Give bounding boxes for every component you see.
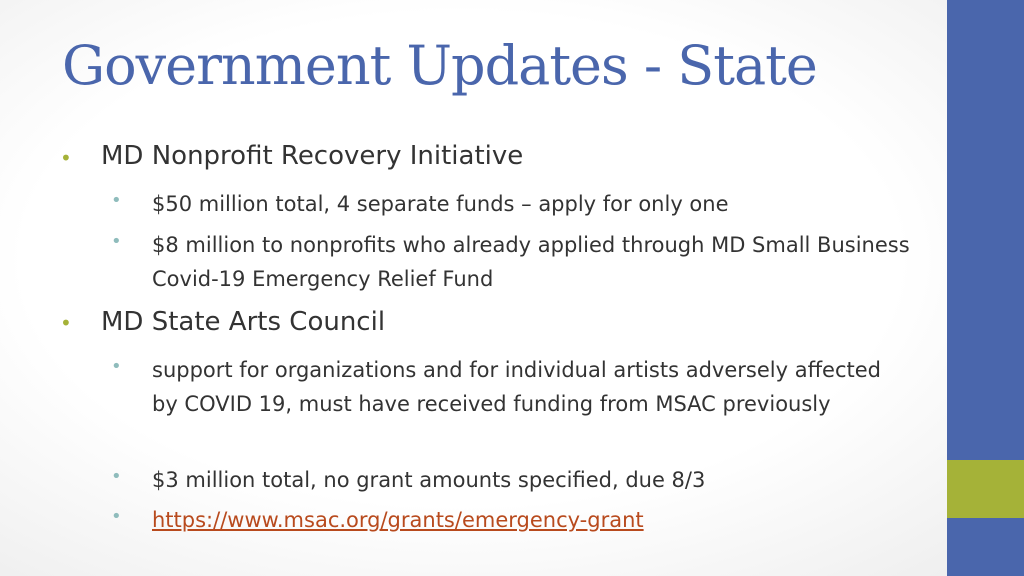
slide-title: Government Updates - State bbox=[62, 34, 817, 97]
bullet-icon: • bbox=[60, 146, 72, 170]
list-item: $50 million total, 4 separate funds – apply for only one bbox=[152, 192, 729, 216]
bullet-icon: • bbox=[111, 356, 122, 377]
section-heading-arts-council: MD State Arts Council bbox=[101, 307, 386, 337]
list-item: support for organizations and for individual artists adversely affected by COVID 19, must have received funding from MSAC previously bbox=[152, 358, 881, 416]
bullet-icon: • bbox=[111, 231, 122, 252]
list-item: $3 million total, no grant amounts specified, due 8/3 bbox=[152, 468, 706, 492]
list-item: $8 million to nonprofits who already applied through MD Small Business Covid-19 Emergency Relief Fund bbox=[152, 233, 910, 291]
section-heading-nonprofit: MD Nonprofit Recovery Initiative bbox=[101, 141, 524, 171]
msac-emergency-grant-link[interactable]: https://www.msac.org/grants/emergency-grant bbox=[152, 508, 644, 532]
bullet-icon: • bbox=[111, 506, 122, 527]
side-accent-block bbox=[947, 460, 1024, 518]
bullet-icon: • bbox=[111, 190, 122, 211]
bullet-icon: • bbox=[60, 311, 72, 335]
bullet-icon: • bbox=[111, 466, 122, 487]
